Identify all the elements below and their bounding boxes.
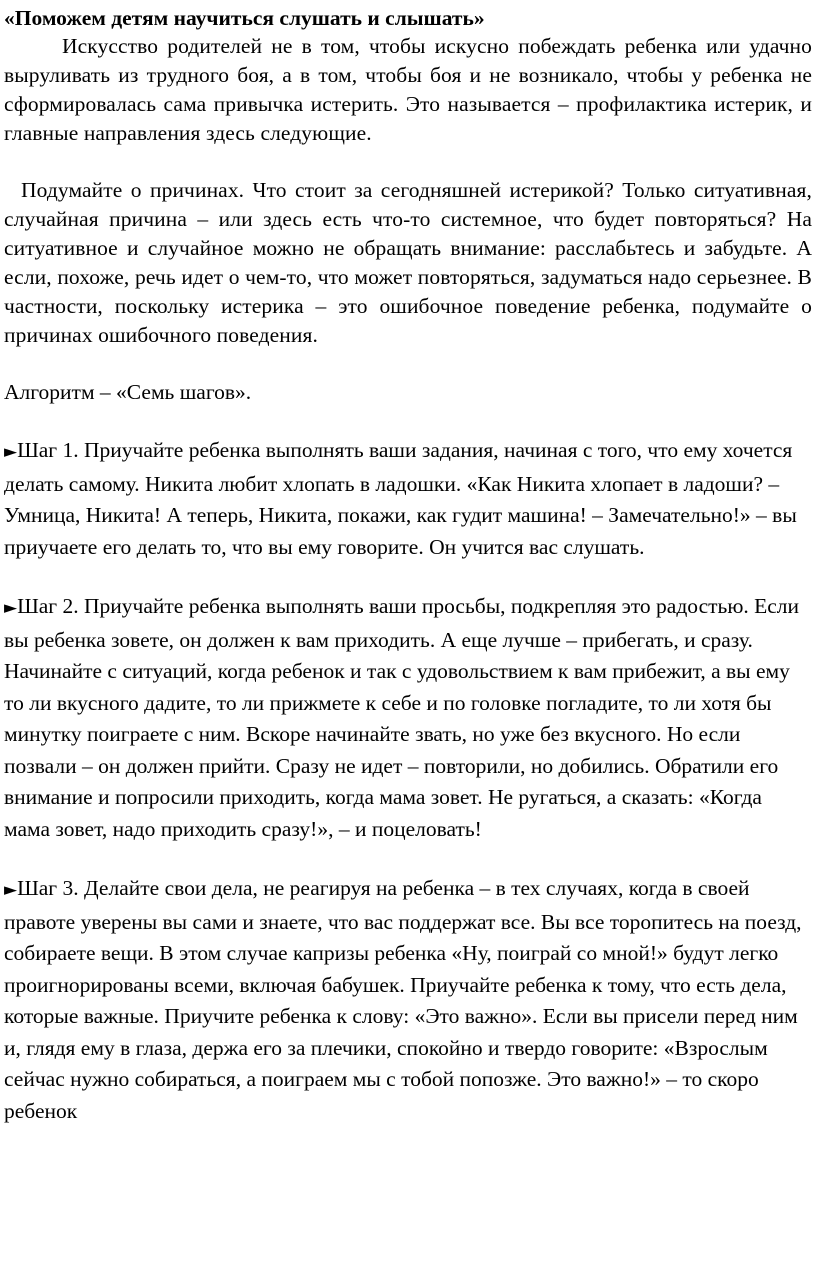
step-1-paragraph bbox=[4, 435, 812, 563]
causes-paragraph: Подумайте о причинах. Что стоит за сегодняшней истерикой? Только ситуативная, случайная причина – или здесь есть что-то системное, что будет повторяться? На ситуативное и случайное можно не обращать внимание: расслабьтесь и забудьте. А если, похоже, речь идет о чем-то, что может повторяться, задуматься надо серьезнее. В частности, поскольку истерика – это ошибочное поведение ребенка, подумайте о причинах ошибочного поведения. bbox=[4, 178, 812, 347]
spacer bbox=[4, 407, 812, 435]
step-1-text: Шаг 1. Приучайте ребенка выполнять ваши задания, начиная с того, что ему хочется делать самому. Никита любит хлопать в ладошки. «Как Никита хлопает в ладоши? – Умница, Никита! А теперь, Никита, покажи, как гудит машина! – Замечательно!» – вы приучаете его делать то, что вы ему говорите. Он учится вас слушать. bbox=[4, 438, 797, 559]
pointer-arrow-icon: ► bbox=[4, 880, 18, 900]
intro-paragraph: Искусство родителей не в том, чтобы искусно побеждать ребенка или удачно выруливать из трудного боя, а в том, чтобы боя и не возникало, чтобы у ребенка не сформировалась сама привычка истерить. Это называется – профилактика истерик, и главные направления здесь следующие. bbox=[4, 34, 812, 145]
pointer-arrow-icon: ► bbox=[4, 598, 18, 618]
algorithm-heading: Алгоритм – «Семь шагов». bbox=[4, 380, 252, 404]
spacer bbox=[4, 350, 812, 378]
step-2-paragraph bbox=[4, 591, 812, 845]
step-3-paragraph bbox=[4, 873, 812, 1127]
document-title: «Поможем детям научиться слушать и слышать» bbox=[4, 6, 485, 30]
pointer-arrow-icon: ► bbox=[4, 442, 18, 462]
spacer bbox=[4, 148, 812, 176]
spacer bbox=[4, 845, 812, 873]
document-page bbox=[4, 0, 812, 1127]
spacer bbox=[4, 563, 812, 591]
step-2-text: Шаг 2. Приучайте ребенка выполнять ваши просьбы, подкрепляя это радостью. Если вы ребенка зовете, он должен к вам приходить. А еще лучше – прибегать, и сразу. Начинайте с ситуаций, когда ребенок и так с удовольствием к вам прибежит, а вы ему то ли вкусного дадите, то ли прижмете к себе и по головке погладите, то ли хотя бы минутку поиграете с ним. Вскоре начинайте звать, но уже без вкусного. Но если позвали – он должен прийти. Сразу не идет – повторили, но добились. Обратили его внимание и попросили приходить, когда мама зовет. Не ругаться, а сказать: «Когда мама зовет, надо приходить сразу!», – и поцеловать! bbox=[4, 594, 800, 841]
step-3-text: Шаг 3. Делайте свои дела, не реагируя на ребенка – в тех случаях, когда в своей правоте уверены вы сами и знаете, что вас поддержат все. Вы все торопитесь на поезд, собираете вещи. В этом случае капризы ребенка «Ну, поиграй со мной!» будут легко проигнорированы всеми, включая бабушек. Приучайте ребенка к тому, что есть дела, которые важные. Приучите ребенка к слову: «Это важно». Если вы присели перед ним и, глядя ему в глаза, держа его за плечики, спокойно и твердо говорите: «Взрослым сейчас нужно собираться, а поиграем мы с тобой попозже. Это важно!» – то скоро ребенок bbox=[4, 876, 802, 1123]
